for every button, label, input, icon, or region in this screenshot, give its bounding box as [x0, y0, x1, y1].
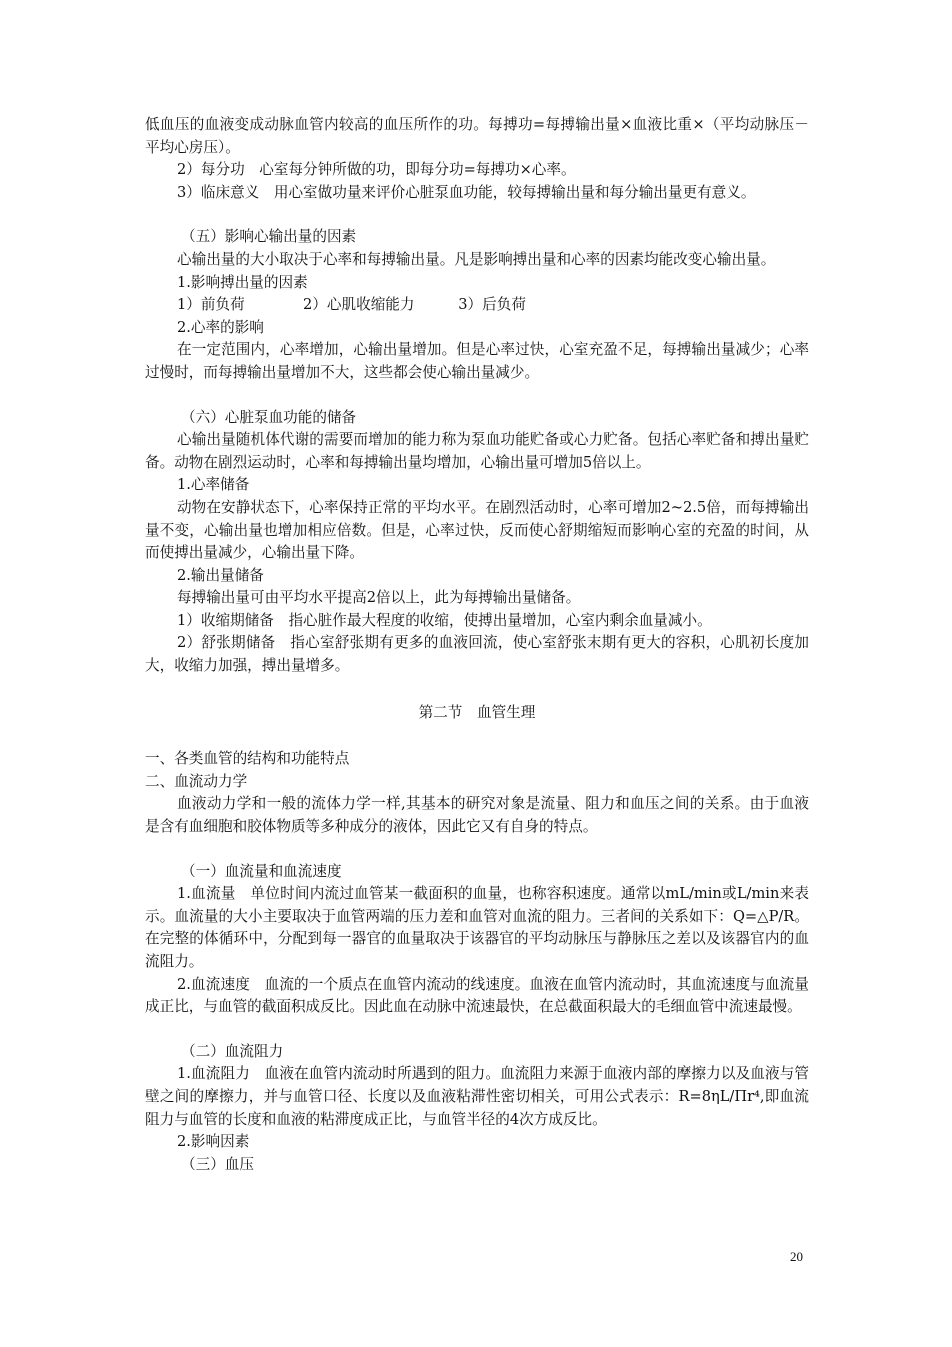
body-paragraph: 1.影响搏出量的因素 [177, 273, 308, 291]
paragraph-gap [145, 839, 809, 861]
body-paragraph: 1.血流阻力 血液在血管内流动时所遇到的阻力。血流阻力来源于血液内部的摩擦力以及血液与管壁之间的摩擦力，并与血管口径、长度以及血液粘滞性密切相关，可用公式表示：R=8ηL/Πr⁴,即血流阻力与血管的长度和血液的粘滞度成正比，与血管半径的4次方成反比。 [145, 1065, 809, 1128]
body-paragraph: 2.影响因素 [177, 1133, 250, 1151]
body-paragraph: 1）前负荷 2）心肌收缩能力 3）后负荷 [177, 296, 526, 314]
body-paragraph: 2.心率的影响 [177, 318, 264, 336]
body-paragraph: 3）临床意义 用心室做功量来评价心脏泵血功能，较每搏输出量和每分输出量更有意义。 [177, 183, 756, 201]
body-paragraph: 心输出量的大小取决于心率和每搏输出量。凡是影响搏出量和心率的因素均能改变心输出量。 [177, 250, 776, 268]
body-paragraph: 血液动力学和一般的流体力学一样,其基本的研究对象是流量、阻力和血压之间的关系。由于血液是含有血细胞和胶体物质等多种成分的液体，因此它又有自身的特点。 [145, 795, 809, 836]
section-title: 第二节 血管生理 [418, 703, 536, 721]
paragraph-gap [145, 385, 809, 407]
body-paragraph: 2）每分功 心室每分钟所做的功，即每分功=每搏功×心率。 [177, 161, 576, 179]
body-paragraph: 2.输出量储备 [177, 566, 264, 584]
page-number: 20 [790, 1249, 803, 1264]
subsection-heading: （一）血流量和血流速度 [181, 862, 342, 880]
body-paragraph: 1.心率储备 [177, 476, 250, 494]
subsection-heading: （六）心脏泵血功能的储备 [181, 408, 357, 426]
body-paragraph: 2.血流速度 血流的一个质点在血管内流动的线速度。血液在血管内流动时，其血流速度与血流量成正比，与血管的截面积成反比。因此血在动脉中流速最快，在总截面积最大的毛细血管中流速最慢。 [145, 975, 809, 1016]
body-paragraph: 1）收缩期储备 指心脏作最大程度的收缩，使搏出量增加，心室内剩余血量减小。 [177, 611, 712, 629]
body-paragraph: 一、各类血管的结构和功能特点 [145, 750, 350, 768]
body-paragraph: 在一定范围内，心率增加，心输出量增加。但是心率过快，心室充盈不足，每搏输出量减少；心率过慢时，而每搏输出量增加不大，这些都会使心输出量减少。 [145, 341, 809, 381]
body-paragraph: 动物在安静状态下，心率保持正常的平均水平。在剧烈活动时，心率可增加2~2.5倍，而每搏输出量不变，心输出量也增加相应倍数。但是，心率过快，反而使心舒期缩短而影响心室的充盈的时间，从而使搏出量减少，心输出量下降。 [145, 498, 809, 562]
body-paragraph: 心输出量随机体代谢的需要而增加的能力称为泵血功能贮备或心力贮备。包括心率贮备和搏出量贮备。动物在剧烈运动时，心率和每搏输出量均增加，心输出量可增加5倍以上。 [145, 431, 809, 471]
section-gap [145, 678, 809, 702]
paragraph-gap [145, 1019, 809, 1041]
body-paragraph: 1.血流量 单位时间内流过血管某一截面积的血量，也称容积速度。通常以mL/min或L/min来表示。血流量的大小主要取决于血管两端的压力差和血管对血流的阻力。三者间的关系如下：Q=△P/R。在完整的体循环中，分配到每一器官的血量取决于该器官的平均动脉压与静脉压之差以及该器官内的血流阻力。 [145, 885, 809, 970]
section-gap [145, 724, 809, 748]
body-paragraph: 二、血流动力学 [145, 772, 248, 790]
body-paragraph: 2）舒张期储备 指心室舒张期有更多的血液回流，使心室舒张末期有更大的容积，心肌初长度加大，收缩力加强，搏出量增多。 [145, 634, 809, 675]
body-paragraph: 每搏输出量可由平均水平提高2倍以上，此为每搏输出量储备。 [177, 589, 581, 607]
subsection-heading: （五）影响心输出量的因素 [181, 228, 357, 246]
document-body [145, 114, 809, 1176]
paragraph-gap [145, 204, 809, 226]
subsection-heading: （三）血压 [181, 1155, 254, 1173]
subsection-heading: （二）血流阻力 [181, 1042, 284, 1060]
body-paragraph: 低血压的血液变成动脉血管内较高的血压所作的功。每搏功=每搏输出量×血液比重×（平均动脉压－平均心房压）。 [145, 116, 809, 156]
